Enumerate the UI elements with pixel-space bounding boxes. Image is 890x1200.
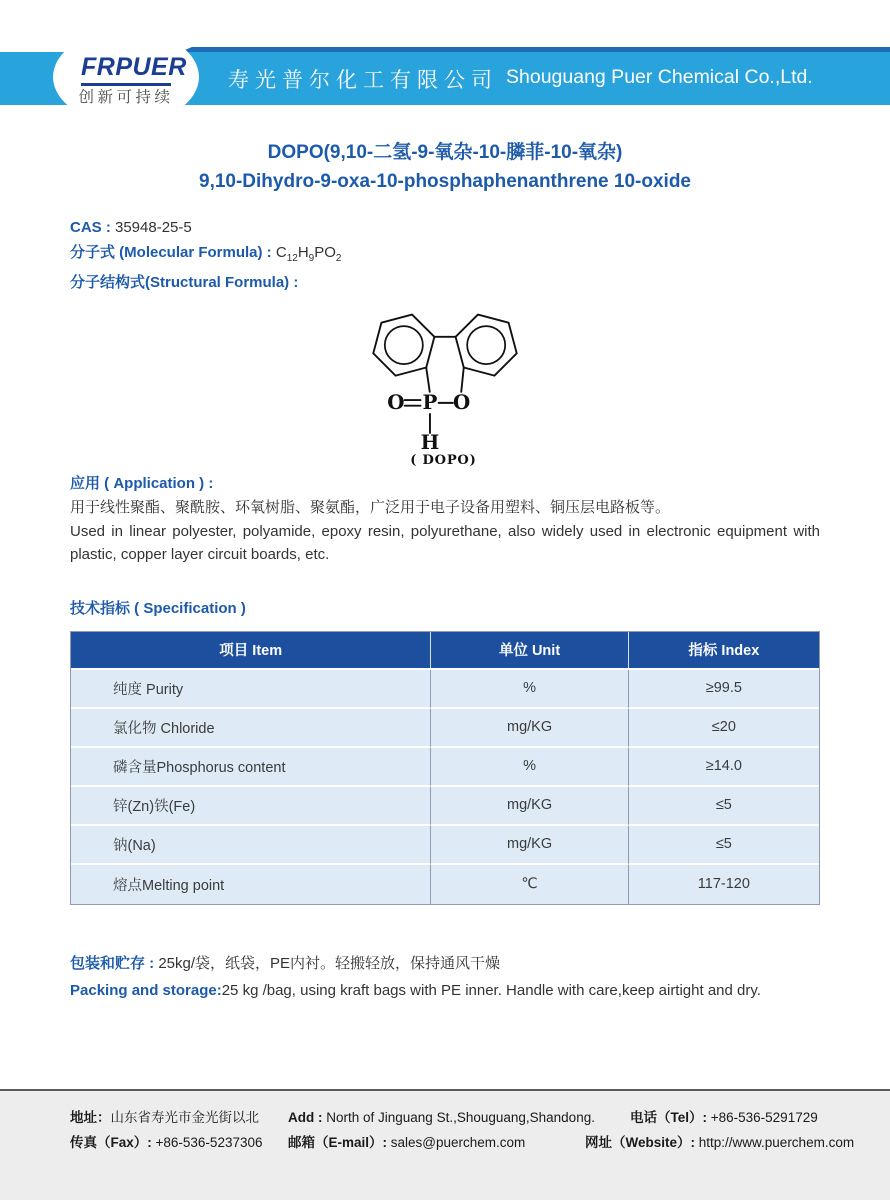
footer-telephone: 电话（Tel）: +86-536-5291729 xyxy=(630,1110,818,1125)
footer-email: 邮箱（E-mail）: sales@puerchem.com xyxy=(288,1135,526,1150)
column-header-unit: 单位 Unit xyxy=(430,632,627,670)
packing-section xyxy=(70,950,820,1004)
cell-unit: mg/KG xyxy=(430,709,627,748)
packing-row-cn xyxy=(70,950,820,977)
packing-heading-cn: 包装和贮存 : xyxy=(70,954,159,972)
structure-caption: ( DOPO) xyxy=(410,452,477,467)
cell-unit: % xyxy=(430,670,627,709)
cell-index: ≥14.0 xyxy=(628,748,819,787)
cell-index: ≤5 xyxy=(628,787,819,826)
column-header-item: 项目 Item xyxy=(71,632,430,670)
cell-index: 117-120 xyxy=(628,865,819,904)
dopo-structure-diagram xyxy=(342,296,548,467)
application-section xyxy=(70,472,820,567)
footer-fax: 传真（Fax）: +86-536-5237306 xyxy=(70,1135,263,1150)
header-banner xyxy=(0,0,890,105)
footer-address: 地址：山东省寿光市金光街以北 xyxy=(70,1110,259,1125)
packing-heading-en: Packing and storage: xyxy=(70,981,222,999)
table-row xyxy=(71,787,819,826)
application-heading: 应用 ( Application ) : xyxy=(70,474,214,492)
table-row xyxy=(71,826,819,865)
cas-value: 35948-25-5 xyxy=(115,219,192,236)
table-row xyxy=(71,670,819,709)
cell-item: 氯化物 Chloride xyxy=(71,709,430,748)
footer xyxy=(0,1089,890,1200)
company-name-en: Shouguang Puer Chemical Co.,Ltd. xyxy=(506,66,813,88)
table-row xyxy=(71,709,819,748)
benzene-ring-left xyxy=(373,314,434,375)
brand-tagline: 创新可持续 xyxy=(78,89,174,106)
company-name-cn: 寿光普尔化工有限公司 xyxy=(228,69,498,92)
product-title-block xyxy=(70,140,820,195)
molecular-formula-label: 分子式 (Molecular Formula) : xyxy=(70,243,276,261)
atom-hydrogen: H xyxy=(420,429,440,454)
packing-text-en: 25 kg /bag, using kraft bags with PE inner. Handle with care,keep airtight and dry. xyxy=(221,981,761,999)
cell-item: 钠(Na) xyxy=(71,826,430,865)
cell-index: ≥99.5 xyxy=(628,670,819,709)
specification-table xyxy=(71,632,819,904)
atom-phosphorus: P xyxy=(422,389,438,414)
table-row xyxy=(71,865,819,904)
cell-index: ≤20 xyxy=(628,709,819,748)
cell-unit: mg/KG xyxy=(430,826,627,865)
cell-index: ≤5 xyxy=(628,826,819,865)
header-accent-line xyxy=(180,47,890,52)
footer-address-en: Add : North of Jinguang St.,Shouguang,Shandong. xyxy=(288,1110,595,1125)
bond-ring-to-p xyxy=(426,367,429,391)
cell-item: 纯度 Purity xyxy=(71,670,430,709)
cell-unit: % xyxy=(430,748,627,787)
cas-row xyxy=(70,216,820,241)
footer-contact-info xyxy=(0,1091,890,1155)
footer-row-1 xyxy=(70,1105,890,1130)
cell-unit: mg/KG xyxy=(430,787,627,826)
product-title-en: 9,10-Dihydro-9-oxa-10-phosphaphenanthrene 10-oxide xyxy=(199,171,691,192)
cell-unit: ℃ xyxy=(430,865,627,904)
aromatic-circle-right xyxy=(467,326,505,364)
footer-website: 网址（Website）: http://www.puerchem.com xyxy=(585,1135,855,1150)
footer-row-2 xyxy=(70,1130,890,1155)
molecular-formula-row xyxy=(70,241,820,272)
structural-formula-label: 分子结构式(Structural Formula) : xyxy=(70,274,299,291)
application-text-en: Used in linear polyester, polyamide, epoxy resin, polyurethane, also widely used in electronic equipment with plastic, copper layer circuit boards, etc. xyxy=(70,522,820,563)
atom-oxygen-double: O xyxy=(387,389,405,414)
main-content xyxy=(0,140,890,1004)
table-row xyxy=(71,748,819,787)
molecular-formula-value: $C_{12}H_9PO_2$ xyxy=(275,243,342,264)
brand-logo: FRPUER xyxy=(81,53,171,86)
packing-row-en xyxy=(70,977,820,1004)
specification-table-wrapper xyxy=(70,631,820,905)
structural-formula-row xyxy=(70,271,820,296)
product-properties xyxy=(70,216,820,296)
application-text-cn: 用于线性聚酯、聚酰胺、环氧树脂、聚氨酯，广泛用于电子设备用塑料、铜压层电路板等。 xyxy=(70,498,671,516)
aromatic-circle-left xyxy=(385,326,423,364)
specification-section xyxy=(70,597,820,905)
cell-item: 锌(Zn)铁(Fe) xyxy=(71,787,430,826)
cell-item: 熔点Melting point xyxy=(71,865,430,904)
structural-formula-drawing xyxy=(342,296,548,467)
specification-heading: 技术指标 ( Specification ) xyxy=(70,599,246,617)
product-title-cn: DOPO(9,10-二氢-9-氧杂-10-膦菲-10-氧杂) xyxy=(267,142,623,163)
cas-label: CAS : xyxy=(70,219,115,236)
cell-item: 磷含量Phosphorus content xyxy=(71,748,430,787)
benzene-ring-right xyxy=(456,314,517,375)
table-header-row xyxy=(71,632,819,670)
bond-ring-to-o xyxy=(461,367,464,391)
packing-text-cn: 25kg/袋，纸袋，PE内衬。轻搬轻放，保持通风干燥 xyxy=(158,954,501,972)
column-header-index: 指标 Index xyxy=(628,632,819,670)
atom-oxygen-bridge: O xyxy=(453,389,471,414)
